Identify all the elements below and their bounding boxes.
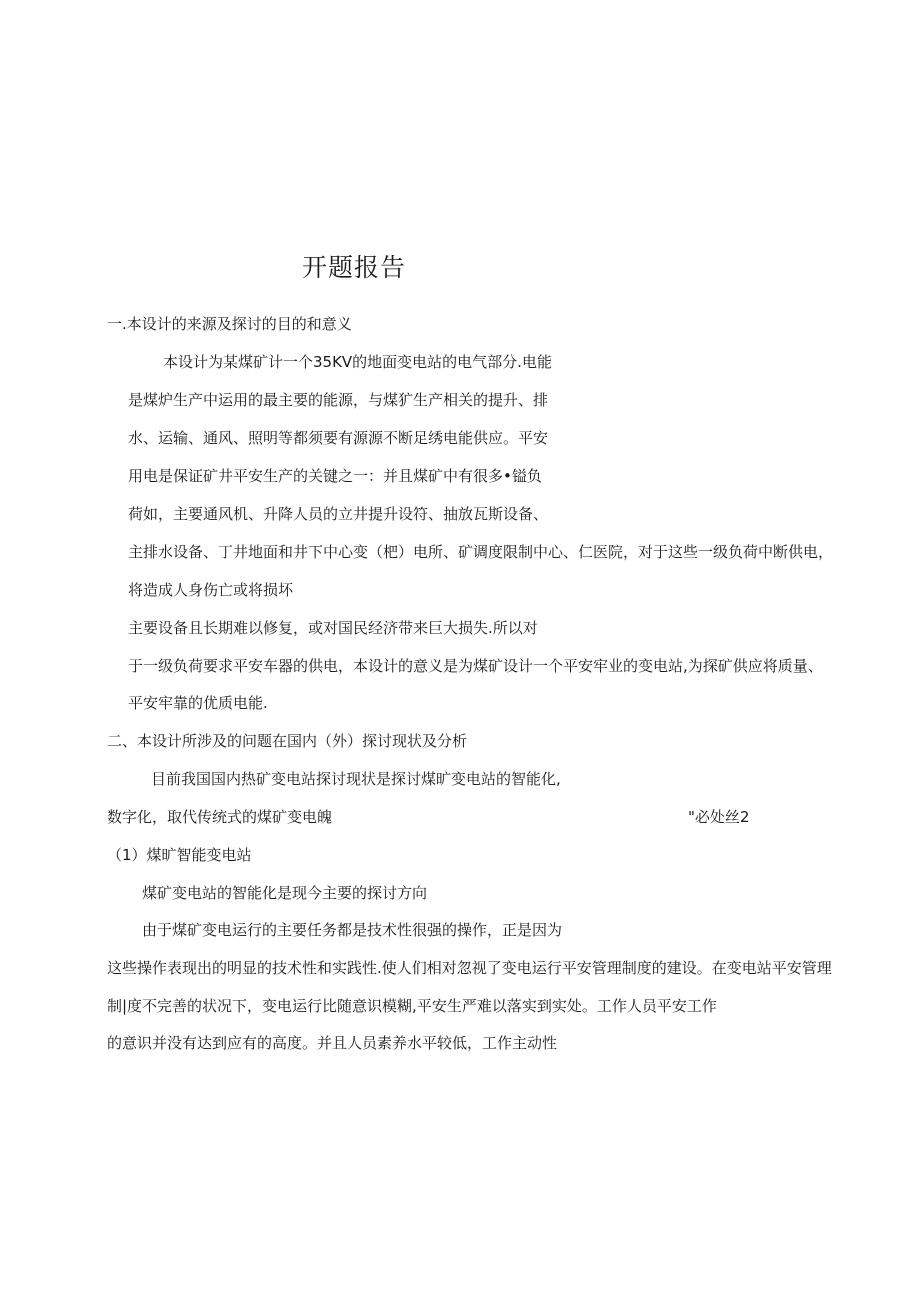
paragraph-line: 煤矿变电站的智能化是现今主要的探讨方向 — [142, 884, 428, 902]
paragraph-line: 平安牢靠的优质电能. — [128, 694, 268, 712]
subsection-heading: （1）煤旷智能变电站 — [107, 846, 252, 864]
stray-text-fragment: "必处丝2 — [688, 808, 750, 826]
paragraph-line: 主要设备且长期难以修复，或对国民经济带来巨大损失.所以对 — [128, 619, 538, 637]
paragraph-line: 荷如，主要通风机、升降人员的立井提升设符、抽放瓦斯设备、 — [128, 505, 549, 523]
paragraph-line: 由于煤矿变电运行的主要任务都是技术性很强的操作，正是因为 — [142, 921, 563, 939]
page-title: 开题报告 — [302, 253, 407, 282]
paragraph-line: 的意识并没有达到应有的高度。并且人员素养水平较低，工作主动性 — [107, 1034, 558, 1052]
paragraph-line: 是煤炉生产中运用的最主要的能源，与煤犷生产相关的提升、排 — [128, 391, 549, 409]
paragraph-line: 于一级负荷要求平安车器的供电，本设计的意义是为煤矿设计一个平安牢业的变电站,为探矿供应将质量、 — [128, 657, 823, 675]
section-heading-1: 一.本设计的来源及探讨的目的和意义 — [107, 315, 352, 333]
paragraph-line: 目前我国国内热矿变电站探讨现状是探讨煤旷变电站的智能化, — [151, 770, 561, 788]
paragraph-line: 将造成人身伤亡或将损坏 — [128, 581, 294, 599]
paragraph-line: 数字化，取代传统式的煤矿变电魄 — [107, 808, 333, 826]
section-heading-2: 二、本设计所涉及的问题在国内（外）探讨现状及分析 — [107, 732, 468, 750]
paragraph-line: 本设计为某煤矿计一个35KV的地面变电站的电气部分.电能 — [163, 353, 552, 371]
paragraph-line: 主排水设备、丁井地面和井下中心变（杷）电所、矿调度限制中心、仁医院，对于这些一级负荷中断供电， — [128, 543, 834, 561]
paragraph-line: 用电是保证矿井平安生产的关键之一：并且煤矿中有很多•镒负 — [128, 467, 542, 485]
paragraph-line: 这些操作表现出的明显的技术性和实践性.使人们相对忽视了变电运行平安管理制度的建设。在变电站平安管理 — [107, 959, 832, 977]
paragraph-line: 制|度不完善的状况下，变电运行比随意识模糊,平安生严难以落实到实处。工作人员平安工作 — [107, 997, 717, 1015]
paragraph-line: 水、运输、通风、照明等都须要有源源不断足绣电能供应。平安 — [128, 429, 549, 447]
